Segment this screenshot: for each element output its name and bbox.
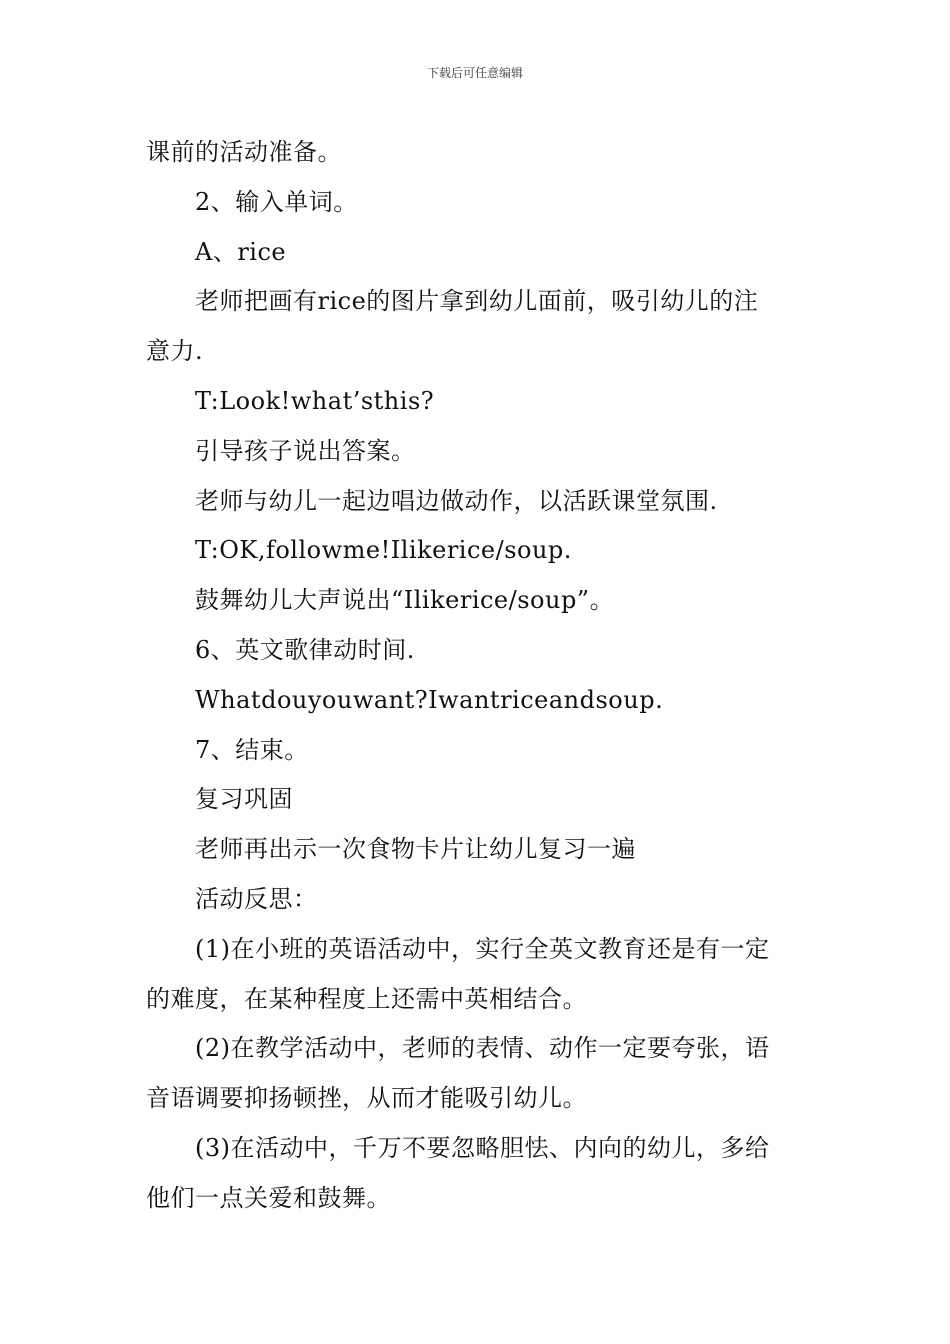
text-line: 6、英文歌律动时间. — [195, 635, 415, 664]
text-line: 课前的活动准备。 — [146, 138, 342, 166]
text-line: 他们一点关爱和鼓舞。 — [146, 1183, 391, 1212]
text-line: 复习巩固 — [195, 785, 293, 814]
text-line: 的难度，在某种程度上还需中英相结合。 — [146, 984, 587, 1013]
text-line: (2)在教学活动中，老师的表情、动作一定要夸张，语 — [195, 1034, 770, 1063]
text-line: 引导孩子说出答案。 — [195, 436, 416, 465]
text-line: A、rice — [195, 237, 287, 266]
page-header: 下载后可任意编辑 — [426, 66, 523, 80]
text-line: 老师与幼儿一起边唱边做动作，以活跃课堂氛围. — [195, 486, 718, 515]
text-line: (1)在小班的英语活动中，实行全英文教育还是有一定 — [195, 934, 770, 963]
text-line: 2、输入单词。 — [195, 187, 358, 216]
text-line: T:Look!what’sthis? — [195, 386, 435, 415]
text-line: Whatdouyouwant?Iwantriceandsoup. — [195, 685, 664, 714]
text-line: 老师再出示一次食物卡片让幼儿复习一遍 — [195, 835, 636, 864]
document-body — [146, 128, 808, 1224]
text-line: 活动反思： — [195, 884, 318, 913]
text-line: 老师把画有rice的图片拿到幼儿面前，吸引幼儿的注 — [195, 287, 759, 316]
text-line: 7、结束。 — [195, 735, 309, 764]
text-line: (3)在活动中，千万不要忽略胆怯、内向的幼儿，多给 — [195, 1133, 770, 1162]
text-line: T:OK,followme!Ilikerice/soup. — [195, 536, 572, 565]
text-line: 音语调要抑扬顿挫，从而才能吸引幼儿。 — [146, 1084, 587, 1113]
text-line: 鼓舞幼儿大声说出“Ilikerice/soup”。 — [195, 586, 615, 615]
text-line: 意力. — [146, 337, 204, 366]
